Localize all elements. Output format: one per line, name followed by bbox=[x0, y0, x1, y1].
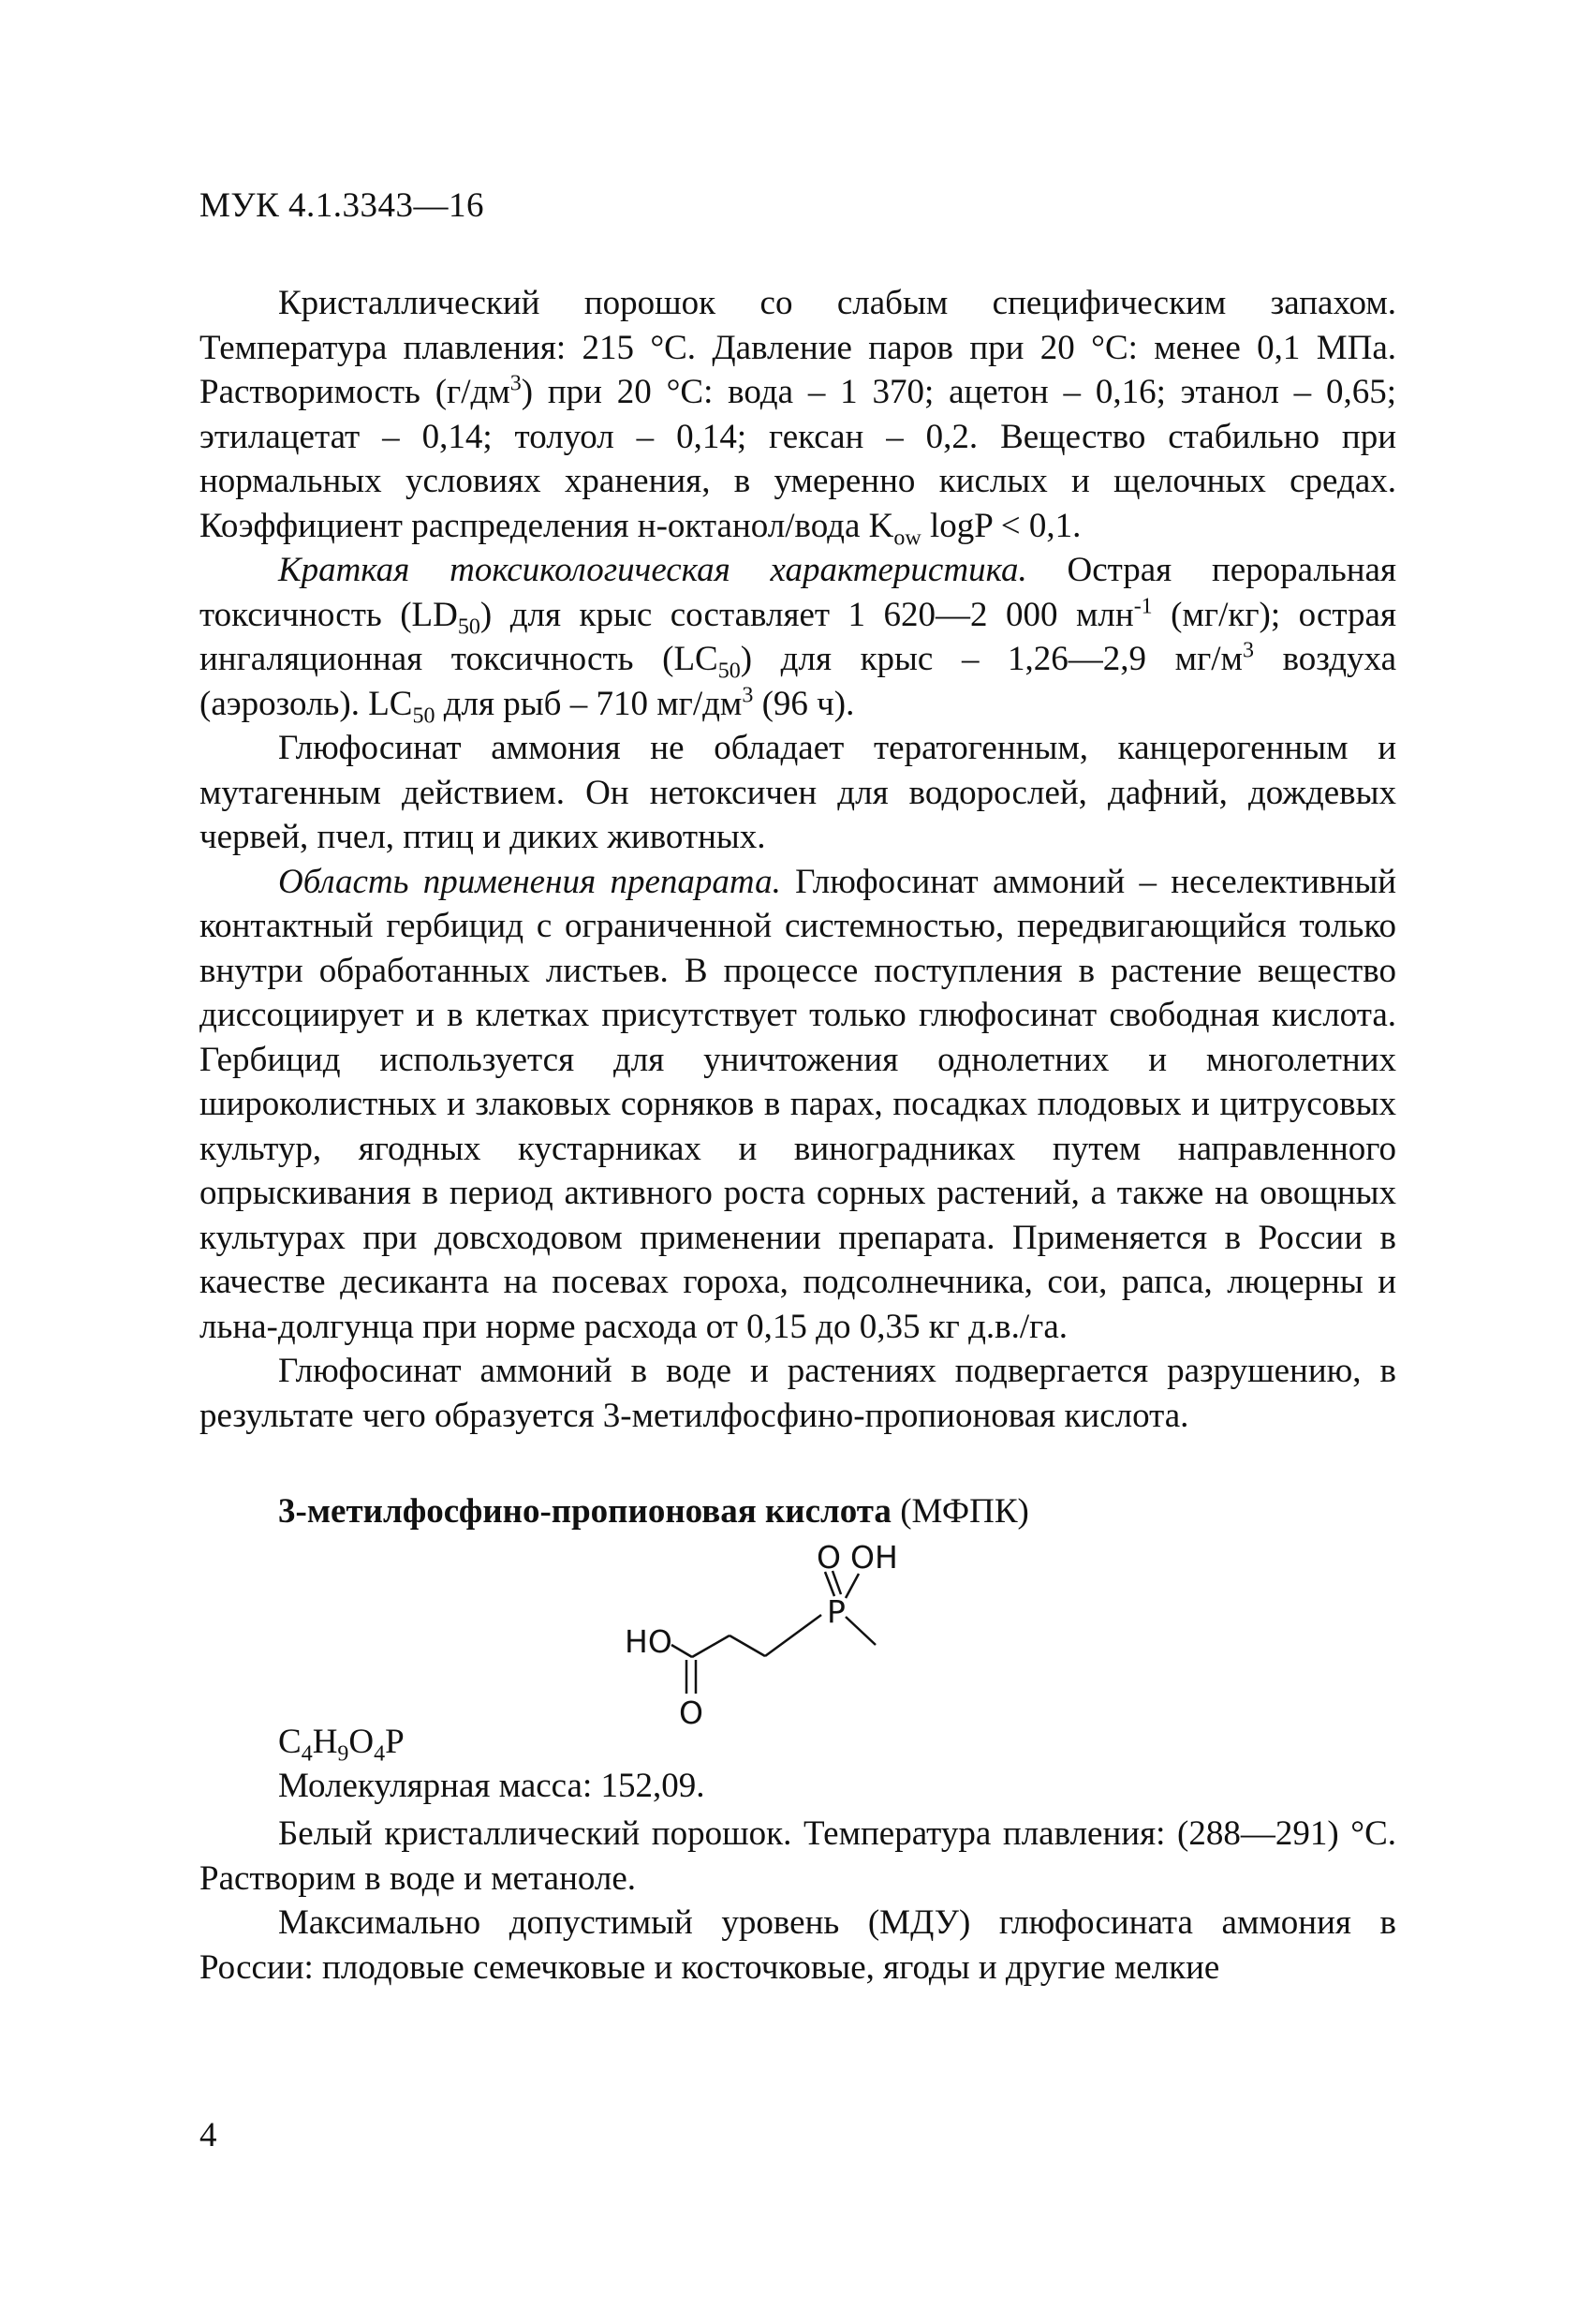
paragraph-mutagenicity: Глюфосинат аммония не обладает тератогенным, канцерогенным и мутагенным действием. Он нетоксичен для водорослей, дафний, дождевых червей, пчел, птиц и диких животных. bbox=[199, 729, 1396, 856]
structural-formula bbox=[613, 1536, 1007, 1733]
toxicology-title: Краткая токсикологическая характеристика. bbox=[278, 551, 1027, 589]
paragraph-degradation: Глюфосинат аммоний в воде и растениях подвергается разрушению, в результате чего образуется 3-метилфосфино-пропионовая кислота. bbox=[199, 1352, 1396, 1435]
molecular-formula: $C_4H_9O_4P$ bbox=[278, 1723, 405, 1767]
page-number: 4 bbox=[199, 2116, 217, 2154]
struct-label-oh: OH bbox=[850, 1539, 898, 1576]
paragraph-application: Область применения препарата. Глюфосинат аммоний – неселективный контактный гербицид с ограниченной системностью, передвигающийся только внутри обработанных листьев. В процессе поступления в растение вещество диссоциирует и в клетках присутствует только глюфосинат свободная кислота. Гербицид используется для уничтожения однолетних и многолетних широколистных и злаковых сорняков в парах, посадках плодовых и цитрусовых культур, ягодных кустарниках и виноградниках путем направленного опрыскивания в период активного роста сорных растений, а также на овощных культурах при довсходовом применении препарата. Применяется в России в качестве десиканта на посевах гороха, подсолнечника, сои, рапса, люцерны и льна-долгунца при норме расхода от 0,15 до 0,35 кг д.в./га. bbox=[199, 862, 1397, 1346]
main-text-upper bbox=[199, 281, 1396, 1438]
struct-label-ho: HO bbox=[625, 1623, 672, 1660]
struct-label-o-top: O bbox=[817, 1539, 841, 1576]
structure-bonds bbox=[671, 1571, 876, 1694]
molecular-mass: Молекулярная масса: 152,09. bbox=[278, 1767, 705, 1805]
metabolite-heading: 3-метилфосфино-пропионовая кислота (МФПК) bbox=[278, 1492, 1029, 1531]
struct-label-p: P bbox=[827, 1593, 846, 1630]
paragraph-properties: Кристаллический порошок со слабым специфическим запахом. Температура плавления: 215 °С. Давление паров при 20 °С: менее 0,1 МПа. Растворимость $(г/дм^3)$ при 20 °С: вода – 1 370; ацетон – 0,16; этанол – 0,65; этилацетат – 0,14; толуол – 0,14; гексан – 0,2. Вещество стабильно при нормальных условиях хранения, в умеренно кислых и щелочных средах. Коэффициент распределения н-октанол/вода $K_{ow}$ logP < 0,1. bbox=[199, 284, 1396, 550]
struct-label-o-bottom: O bbox=[679, 1695, 703, 1731]
main-text-lower bbox=[199, 1812, 1396, 1990]
paragraph-mrl: Максимально допустимый уровень (МДУ) глюфосината аммония в России: плодовые семечковые и косточковые, ягоды и другие мелкие bbox=[199, 1903, 1396, 1987]
application-title: Область применения препарата. bbox=[278, 862, 781, 901]
paragraph-metabolite-properties: Белый кристаллический порошок. Температура плавления: (288—291) °С. Растворим в воде и метаноле. bbox=[199, 1814, 1396, 1898]
paragraph-toxicology: Краткая токсикологическая характеристика. Острая пероральная токсичность $(LD_{50})$ для крыс составляет 1 620—2 000 млн$^{-1}$ (мг/кг); острая ингаляционная токсичность $(LC_{50})$ для крыс – 1,26—2,9 $мг/м^3$ воздуха (аэрозоль). $LC_{50}$ для рыб – 710 $мг/дм^3$ (96 ч). bbox=[199, 551, 1396, 728]
document-header: МУК 4.1.3343—16 bbox=[199, 186, 485, 225]
